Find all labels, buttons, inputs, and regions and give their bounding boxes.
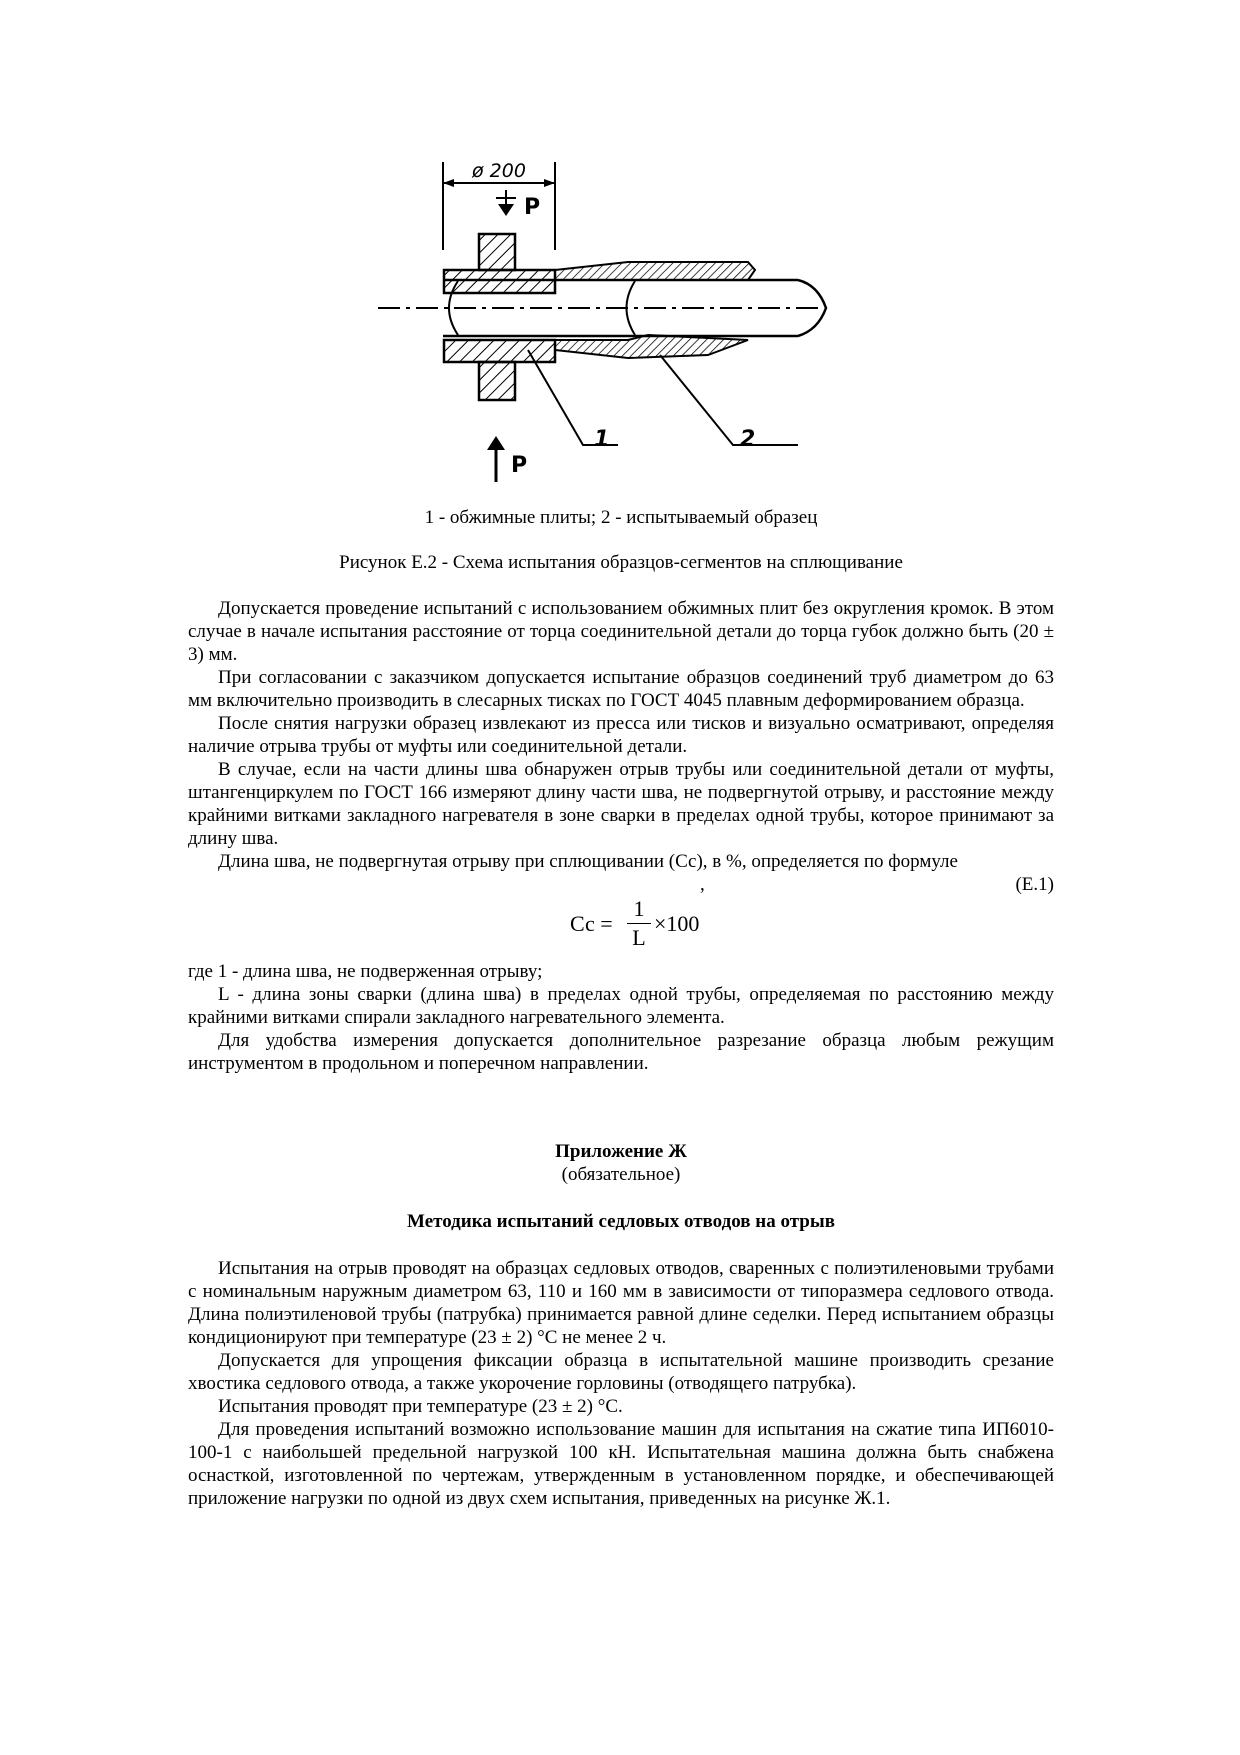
force-label-top: P xyxy=(524,195,541,220)
paragraph: Для удобства измерения допускается дополнительное разрезание образца любым режущим инструментом в продольном и поперечном направлении. xyxy=(188,1030,1054,1074)
dimension-label: ø 200 xyxy=(472,160,526,182)
paragraph: Допускается для упрощения фиксации образца в испытательной машине производить срезание хвостика седлового отвода, а также укорочение горловины (отводящего патрубка). xyxy=(188,1350,1054,1394)
formula-numerator: 1 xyxy=(633,896,645,921)
lower-crimping-plate xyxy=(444,340,555,400)
formula-e1 xyxy=(188,896,1054,952)
equation-number: (Е.1) xyxy=(1015,874,1054,895)
appendix-heading: Методика испытаний седловых отводов на отрыв xyxy=(407,1211,835,1232)
appendix-text xyxy=(188,1257,1054,1510)
appendix-title: Приложение Ж xyxy=(555,1141,687,1162)
callout-1: 1 xyxy=(594,427,610,452)
formula-rhs: ×100 xyxy=(654,911,700,936)
section-e-text xyxy=(188,597,1054,1075)
flattening-test-diagram xyxy=(378,150,868,492)
paragraph: Длина шва, не подвергнутая отрыву при сплющивании (Сс), в %, определяется по формуле xyxy=(218,851,958,872)
paragraph: Для проведения испытаний возможно использование машин для испытания на сжатие типа ИП6010-100-1 с наибольшей предельной нагрузкой 100 кН. Испытательная машина должна быть снабжена оснасткой, изготовленной по чертежам, утвержденным в установленном порядке, и обеспечивающей приложение нагрузки по одной из двух схем испытания, приведенных на рисунке Ж.1. xyxy=(188,1419,1054,1509)
paragraph: Допускается проведение испытаний с использованием обжимных плит без округления кромок. В этом случае в начале испытания расстояние от торца соединительной детали до торца губок должно быть (20 ± 3) мм. xyxy=(188,598,1054,665)
specimen-sleeve-bottom xyxy=(555,335,748,358)
paragraph: Испытания на отрыв проводят на образцах седловых отводов, сваренных с полиэтиленовыми трубами с номинальным наружным диаметром 63, 110 и 160 мм в зависимости от типоразмера седлового отвода. Длина полиэтиленовой трубы (патрубка) принимается равной длине седелки. Перед испытанием образцы кондиционируют при температуре (23 ± 2) °С не менее 2 ч. xyxy=(188,1258,1054,1348)
figure-legend: 1 - обжимные плиты; 2 - испытываемый образец xyxy=(424,507,818,528)
paragraph: После снятия нагрузки образец извлекают из пресса или тисков и визуально осматривают, определяя наличие отрыва трубы от муфты или соединительной детали. xyxy=(188,713,1054,757)
paragraph: где 1 - длина шва, не подверженная отрыву; xyxy=(188,961,543,982)
force-arrow-bottom xyxy=(487,436,527,482)
equation-comma: , xyxy=(700,874,705,895)
appendix-status: (обязательное) xyxy=(561,1164,681,1185)
callout-leaders xyxy=(528,350,798,452)
force-label-bottom: P xyxy=(511,453,528,478)
formula-denominator: L xyxy=(632,925,646,950)
formula-lhs: Сс = xyxy=(570,911,613,936)
specimen-sleeve-top xyxy=(555,262,755,280)
fraction-bar xyxy=(627,923,651,924)
force-arrow-top xyxy=(496,190,540,220)
formula-fraction xyxy=(627,896,651,951)
paragraph: Испытания проводят при температуре (23 ± 2) °С. xyxy=(218,1396,623,1417)
equation-number-line xyxy=(188,873,1054,896)
upper-crimping-plate xyxy=(444,234,555,293)
paragraph: L - длина зоны сварки (длина шва) в пределах одной трубы, определяемая по расстоянию между крайними витками спирали закладного нагревательного элемента. xyxy=(188,984,1054,1028)
paragraph: В случае, если на части длины шва обнаружен отрыв трубы или соединительной детали от муфты, штангенциркулем по ГОСТ 166 измеряют длину части шва, не подвергнутой отрыву, и расстояние между крайними витками закладного нагревателя в зоне сварки в пределах одной трубы, которое принимают за длину шва. xyxy=(188,759,1054,849)
figure-caption: Рисунок Е.2 - Схема испытания образцов-сегментов на сплющивание xyxy=(339,552,903,573)
paragraph: При согласовании с заказчиком допускается испытание образцов соединений труб диаметром до 63 мм включительно производить в слесарных тисках по ГОСТ 4045 плавным деформированием образца. xyxy=(188,667,1054,711)
callout-2: 2 xyxy=(740,427,756,452)
